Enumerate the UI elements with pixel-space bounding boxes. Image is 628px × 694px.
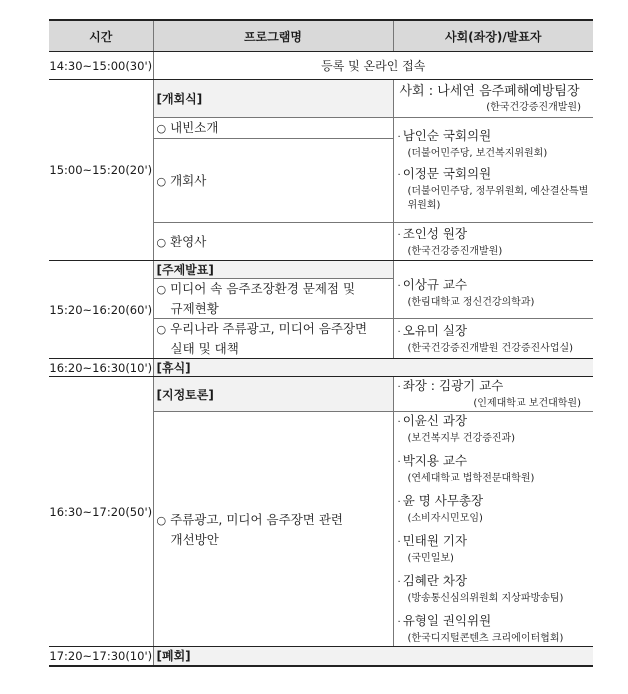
moderator-affiliation: (한국건강증진개발원) bbox=[486, 101, 581, 113]
speaker-affiliation: (보건복지부 건강증진과) bbox=[407, 433, 516, 444]
list-item bbox=[153, 319, 393, 359]
table-row bbox=[49, 359, 593, 377]
speaker-cell bbox=[393, 118, 593, 223]
item-label: 미디어 속 음주조장환경 문제점 및 bbox=[170, 281, 356, 296]
table-row bbox=[49, 261, 593, 279]
speaker-affiliation: (국민일보) bbox=[407, 553, 454, 564]
speaker-name: · 오유미 실장 bbox=[397, 322, 468, 338]
speaker-affiliation: (한국디지털콘텐츠 크리에이터협회) bbox=[407, 633, 564, 644]
speaker-affiliation: (더불어민주당, 정무위원회, 예산결산특별 bbox=[407, 186, 589, 197]
speaker-label: 이상규 교수 bbox=[402, 276, 468, 292]
speaker-name: · 박지용 교수 bbox=[397, 453, 468, 468]
speaker-label: 이정문 국회의원 bbox=[402, 166, 492, 181]
item-line: ○ 주류광고, 미디어 음주장면 관련 bbox=[156, 511, 343, 527]
speaker-affiliation: 위원회) bbox=[407, 200, 441, 211]
item-label: 주류광고, 미디어 음주장면 관련 bbox=[170, 511, 343, 527]
time-cell: 16:30~17:20(50') bbox=[49, 377, 153, 647]
speaker-label: 오유미 실장 bbox=[402, 322, 468, 338]
list-item bbox=[153, 412, 393, 647]
speaker-affiliation: (한국건강증진개발원 건강증진사업실) bbox=[407, 342, 574, 354]
speaker-affiliation: (한림대학교 정신건강의학과) bbox=[407, 296, 535, 308]
section-closing: [폐회] bbox=[153, 647, 593, 666]
table-row bbox=[49, 647, 593, 666]
table-row bbox=[49, 80, 593, 118]
speaker-affiliation: (더불어민주당, 보건복지위원회) bbox=[407, 148, 548, 159]
item-line: 실태 및 대책 bbox=[170, 341, 239, 356]
header-time: 시간 bbox=[49, 20, 153, 52]
speaker-label: 김혜란 차장 bbox=[402, 573, 468, 588]
speaker-name: · 남인순 국회의원 bbox=[397, 128, 492, 143]
time-cell: 15:20~16:20(60') bbox=[49, 261, 153, 359]
item-label: 내빈소개 bbox=[170, 120, 219, 135]
speaker-cell bbox=[393, 319, 593, 359]
speaker-label: 조인성 원장 bbox=[402, 225, 468, 241]
list-item: ○ 개회사 bbox=[153, 139, 393, 223]
moderator-cell bbox=[393, 80, 593, 118]
time-cell: 15:00~15:20(20') bbox=[49, 80, 153, 261]
chair-label: 좌장 : 김광기 교수 bbox=[402, 378, 504, 393]
chair-name: · 좌장 : 김광기 교수 bbox=[397, 378, 504, 393]
item-label: 환영사 bbox=[170, 233, 207, 249]
header-row bbox=[49, 20, 593, 52]
program-schedule bbox=[49, 19, 593, 667]
speaker-label: 이윤신 과장 bbox=[402, 413, 468, 428]
item-line: ○ 우리나라 주류광고, 미디어 음주장면 bbox=[156, 321, 368, 336]
speaker-name: · 이윤신 과장 bbox=[397, 413, 468, 428]
schedule-table bbox=[49, 19, 593, 667]
speaker-affiliation: (한국건강증진개발원) bbox=[407, 245, 503, 257]
speaker-label: 박지용 교수 bbox=[402, 453, 468, 468]
speaker-affiliation: (연세대학교 법학전문대학원) bbox=[407, 473, 535, 484]
list-item: ○ 환영사 bbox=[153, 223, 393, 261]
registration-cell: 등록 및 온라인 접속 bbox=[153, 52, 593, 80]
table-row bbox=[49, 52, 593, 80]
moderator-name: 사회 : 나세연 음주폐해예방팀장 bbox=[399, 83, 580, 99]
item-line: 개선방안 bbox=[170, 531, 219, 547]
time-cell: 17:20~17:30(10') bbox=[49, 647, 153, 666]
speaker-name: · 민태원 기자 bbox=[397, 533, 468, 548]
time-cell: 14:30~15:00(30') bbox=[49, 52, 153, 80]
section-keynote: [주제발표] bbox=[153, 261, 393, 279]
speaker-name: · 이정문 국회의원 bbox=[397, 166, 492, 181]
speaker-cell bbox=[393, 223, 593, 261]
speaker-label: 윤 명 사무총장 bbox=[402, 493, 484, 508]
speaker-label: 남인순 국회의원 bbox=[402, 128, 492, 143]
item-line: ○ 미디어 속 음주조장환경 문제점 및 bbox=[156, 281, 356, 296]
speaker-name: · 유형일 권익위원 bbox=[397, 613, 492, 628]
header-moderator: 사회(좌장)/발표자 bbox=[393, 20, 593, 52]
list-item: ○ 내빈소개 bbox=[153, 118, 393, 139]
speaker-cell bbox=[393, 261, 593, 319]
time-cell: 16:20~16:30(10') bbox=[49, 360, 153, 375]
speaker-affiliation: (방송통신심의위원회 지상파방송팀) bbox=[407, 593, 564, 604]
speaker-label: 민태원 기자 bbox=[402, 533, 468, 548]
speaker-label: 유형일 권익위원 bbox=[402, 613, 492, 628]
speaker-name: · 윤 명 사무총장 bbox=[397, 493, 484, 508]
speaker-affiliation: (소비자시민모임) bbox=[407, 513, 483, 524]
item-line: 규제현황 bbox=[170, 301, 219, 316]
chair-cell bbox=[393, 377, 593, 412]
item-label: 우리나라 주류광고, 미디어 음주장면 bbox=[170, 321, 368, 336]
panel-speakers-cell bbox=[393, 412, 593, 647]
header-program: 프로그램명 bbox=[153, 20, 393, 52]
section-opening: [개회식] bbox=[153, 80, 393, 118]
list-item bbox=[153, 279, 393, 319]
chair-affiliation: (인제대학교 보건대학원) bbox=[473, 398, 581, 409]
speaker-name: · 조인성 원장 bbox=[397, 225, 468, 241]
item-label: 개회사 bbox=[170, 172, 207, 188]
speaker-name: · 김혜란 차장 bbox=[397, 573, 468, 588]
section-break: [휴식] bbox=[153, 359, 593, 377]
table-row bbox=[49, 377, 593, 412]
section-panel: [지정토론] bbox=[153, 377, 393, 412]
speaker-name: · 이상규 교수 bbox=[397, 276, 468, 292]
